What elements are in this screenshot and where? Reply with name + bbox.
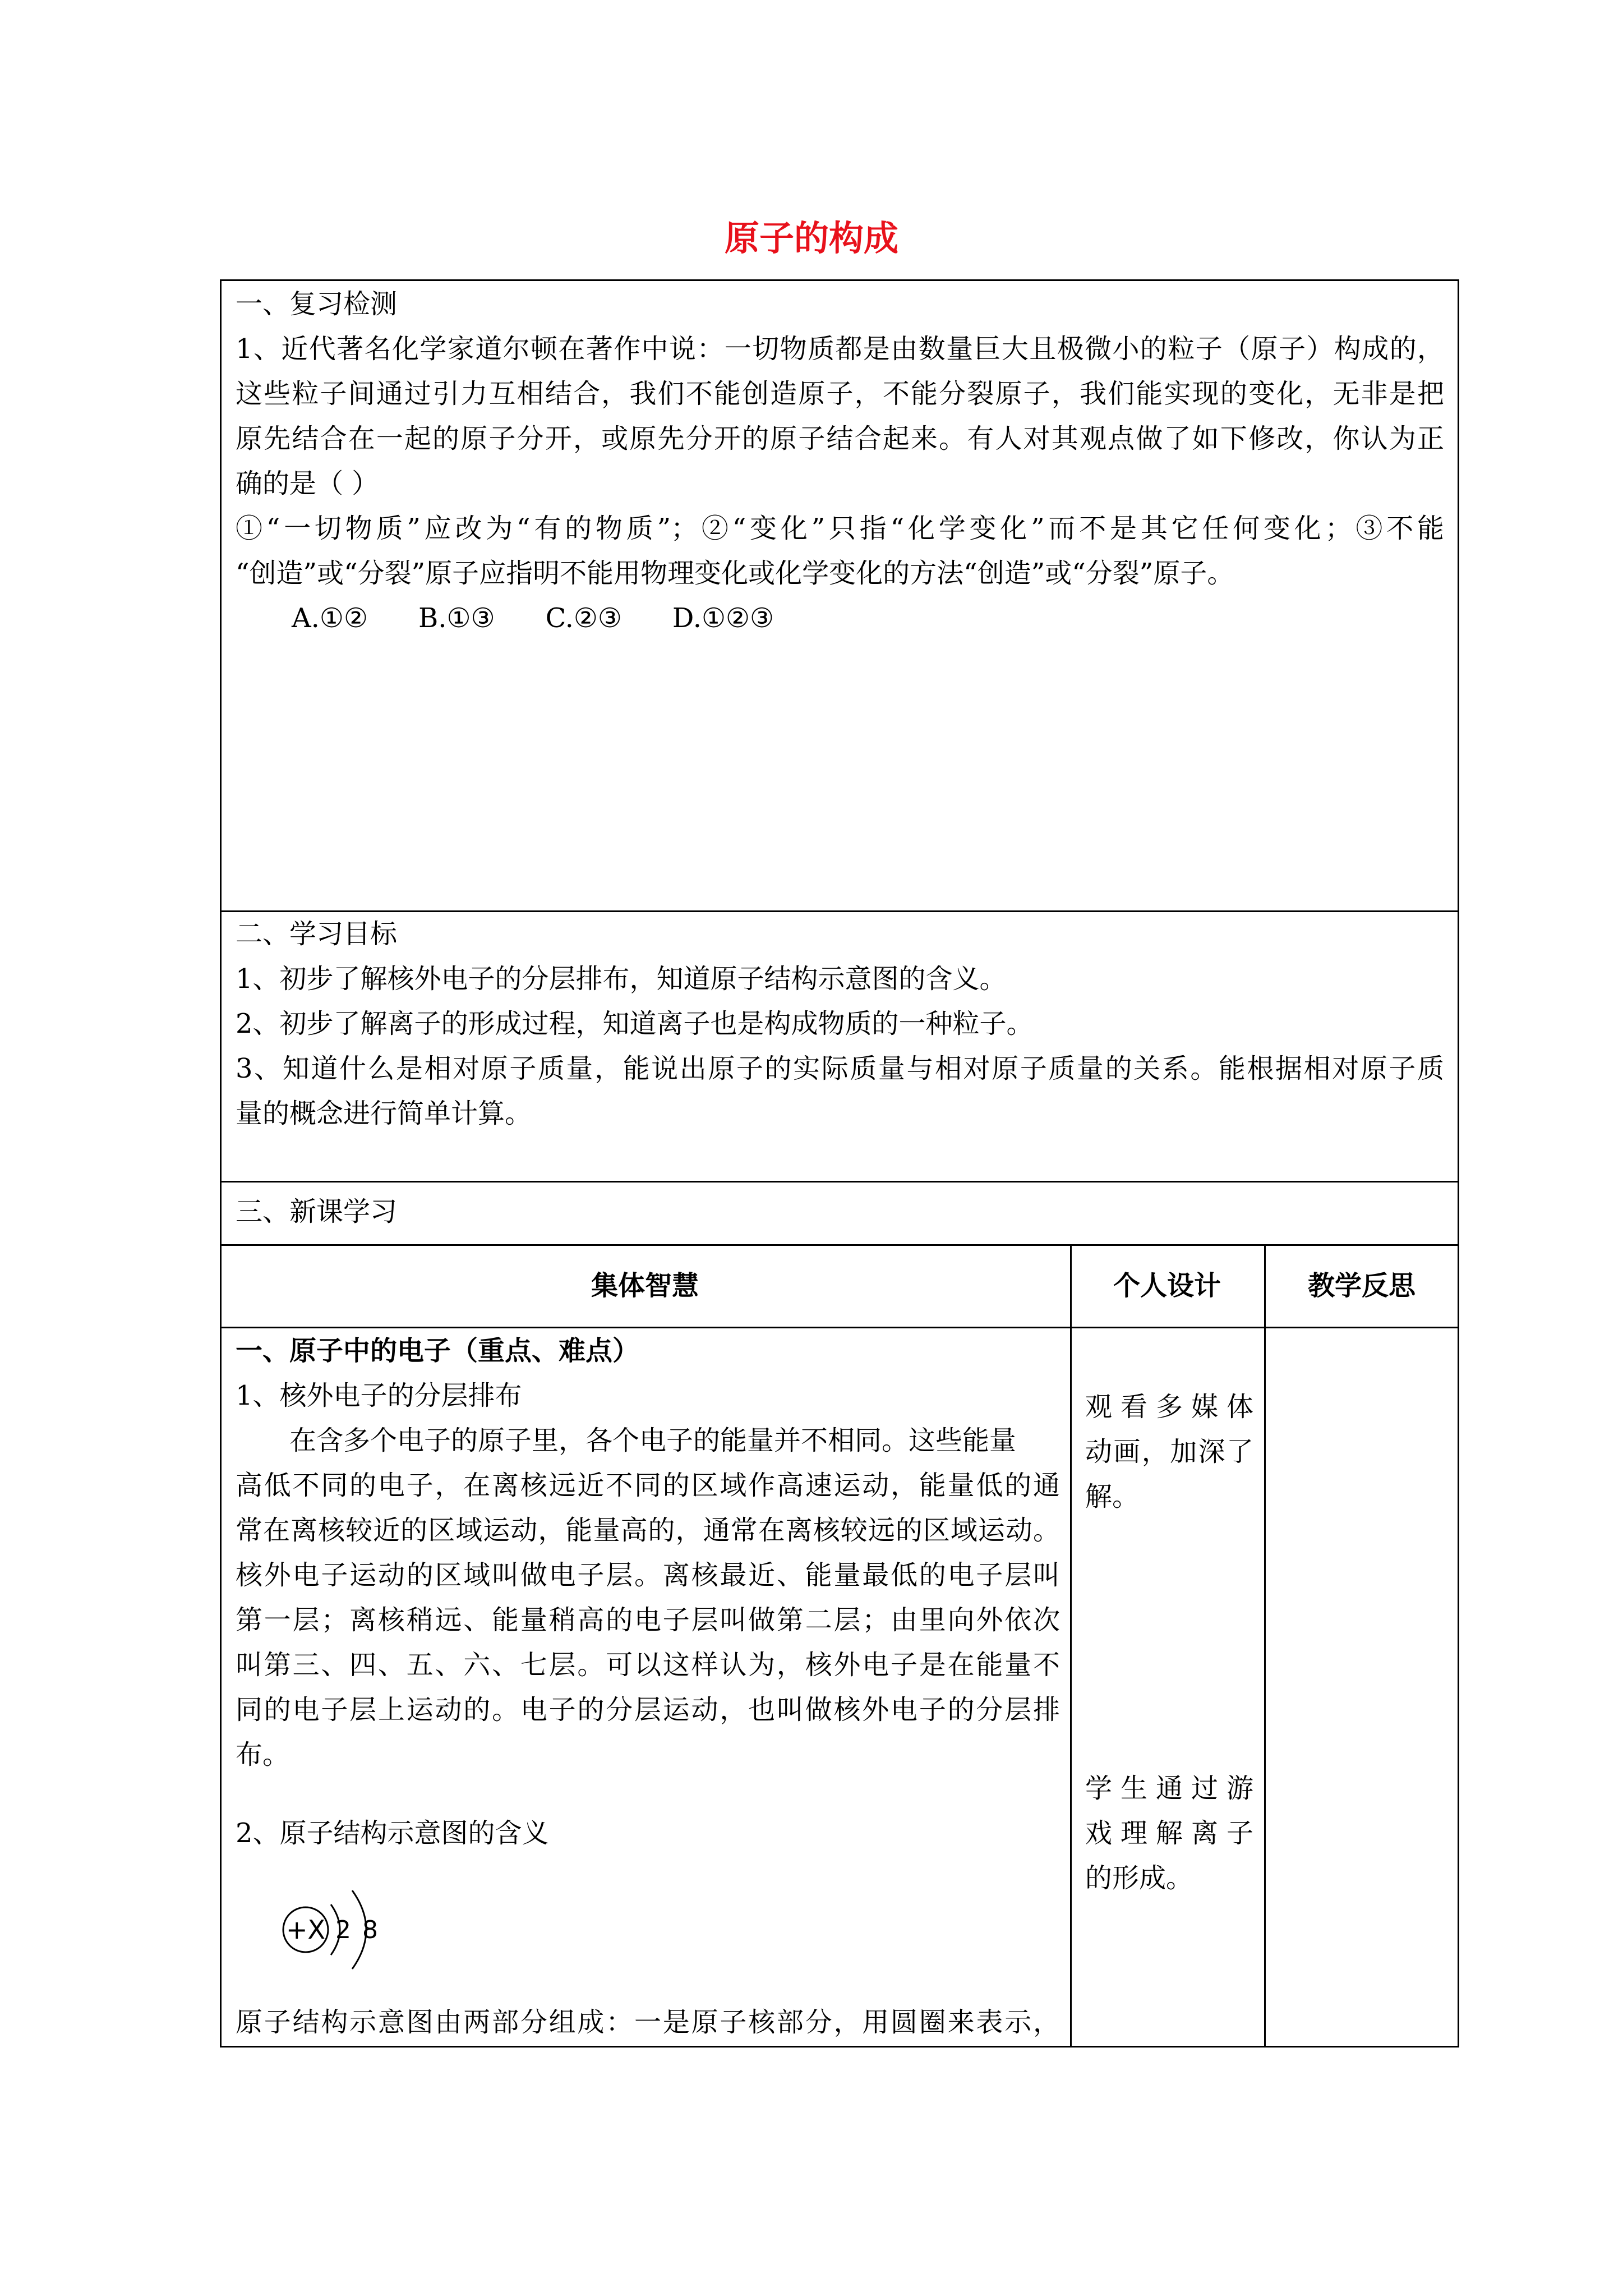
divider-section1	[220, 910, 1459, 912]
objective-line: 1、初步了解核外电子的分层排布，知道原子结构示意图的含义。	[236, 963, 1007, 995]
divider-section3	[220, 1244, 1459, 1246]
personal-note-line: 戏理解离子	[1085, 1818, 1253, 1849]
question-line: 这些粒子间通过引力互相结合，我们不能创造原子，不能分裂原子，我们能实现的变化，无非是把	[236, 378, 1444, 409]
personal-note-line: 动画，加深了	[1085, 1436, 1253, 1467]
personal-note-line: 解。	[1085, 1481, 1140, 1512]
personal-note-line: 学生通过游	[1085, 1773, 1253, 1804]
paragraph-line: 第一层；离核稍远、能量稍高的电子层叫做第二层；由里向外依次	[236, 1604, 1060, 1636]
column-header-reflection: 教学反思	[1307, 1270, 1415, 1301]
option-b: B.①③	[418, 602, 495, 634]
paragraph-line: 同的电子层上运动的。电子的分层运动，也叫做核外电子的分层排	[236, 1694, 1060, 1726]
objective-line: 2、初步了解离子的形成过程，知道离子也是构成物质的一种粒子。	[236, 1008, 1034, 1039]
column-header-collective: 集体智慧	[591, 1270, 699, 1301]
option-d: D.①②③	[672, 602, 774, 634]
personal-note-line: 的形成。	[1085, 1862, 1193, 1894]
paragraph-line: 核外电子运动的区域叫做电子层。离核最近、能量最低的电子层叫	[236, 1559, 1060, 1591]
atom-structure-diagram	[275, 1874, 398, 1986]
paragraph-line: 叫第三、四、五、六、七层。可以这样认为，核外电子是在能量不	[236, 1649, 1060, 1681]
nucleus-label: +X	[285, 1915, 326, 1945]
paragraph-line: 原子结构示意图由两部分组成：一是原子核部分，用圆圈来表示，	[236, 2007, 1060, 2038]
question-line: 1、近代著名化学家道尔顿在著作中说：一切物质都是由数量巨大且极微小的粒子（原子）构成的，	[236, 333, 1444, 365]
sub-heading: 一、原子中的电子（重点、难点）	[236, 1335, 640, 1366]
paragraph-line: 常在离核较近的区域运动，能量高的，通常在离核较远的区域运动。	[236, 1515, 1060, 1546]
paragraph-line: 布。	[236, 1739, 290, 1770]
section1-heading: 一、复习检测	[236, 288, 398, 320]
paragraph-line: 高低不同的电子，在离核远近不同的区域作高速运动，能量低的通	[236, 1470, 1060, 1501]
personal-note-line: 观看多媒体	[1085, 1391, 1253, 1423]
objective-line: 量的概念进行简单计算。	[236, 1098, 532, 1129]
question-line: 原先结合在一起的原子分开，或原先分开的原子结合起来。有人对其观点做了如下修改，你认为正	[236, 423, 1444, 454]
shell1-count: 2	[335, 1916, 351, 1944]
objective-line: 3、知道什么是相对原子质量，能说出原子的实际质量与相对原子质量的关系。能根据相对原子质	[236, 1053, 1444, 1084]
column-divider-2	[1264, 1244, 1266, 2047]
section2-heading: 二、学习目标	[236, 918, 398, 950]
option-c: C.②③	[545, 602, 622, 634]
answer-options	[292, 596, 824, 641]
paragraph-line: 在含多个电子的原子里，各个电子的能量并不相同。这些能量	[289, 1425, 1017, 1456]
column-header-personal: 个人设计	[1113, 1270, 1221, 1301]
section3-heading: 三、新课学习	[236, 1196, 398, 1227]
column-divider-1	[1070, 1244, 1072, 2047]
divider-section2	[220, 1181, 1459, 1182]
question-line: “创造”或“分裂”原子应指明不能用物理变化或化学变化的方法“创造”或“分裂”原子。	[236, 558, 1234, 589]
question-line: 确的是（ ）	[236, 468, 379, 499]
item1-title: 1、核外电子的分层排布	[236, 1380, 522, 1411]
item2-title: 2、原子结构示意图的含义	[236, 1818, 549, 1849]
page-title: 原子的构成	[724, 218, 898, 259]
question-line: ①“一切物质”应改为“有的物质”；②“变化”只指“化学变化”而不是其它任何变化；③不能	[236, 513, 1444, 544]
option-a: A.①②	[292, 602, 368, 634]
shell2-count: 8	[362, 1916, 378, 1944]
